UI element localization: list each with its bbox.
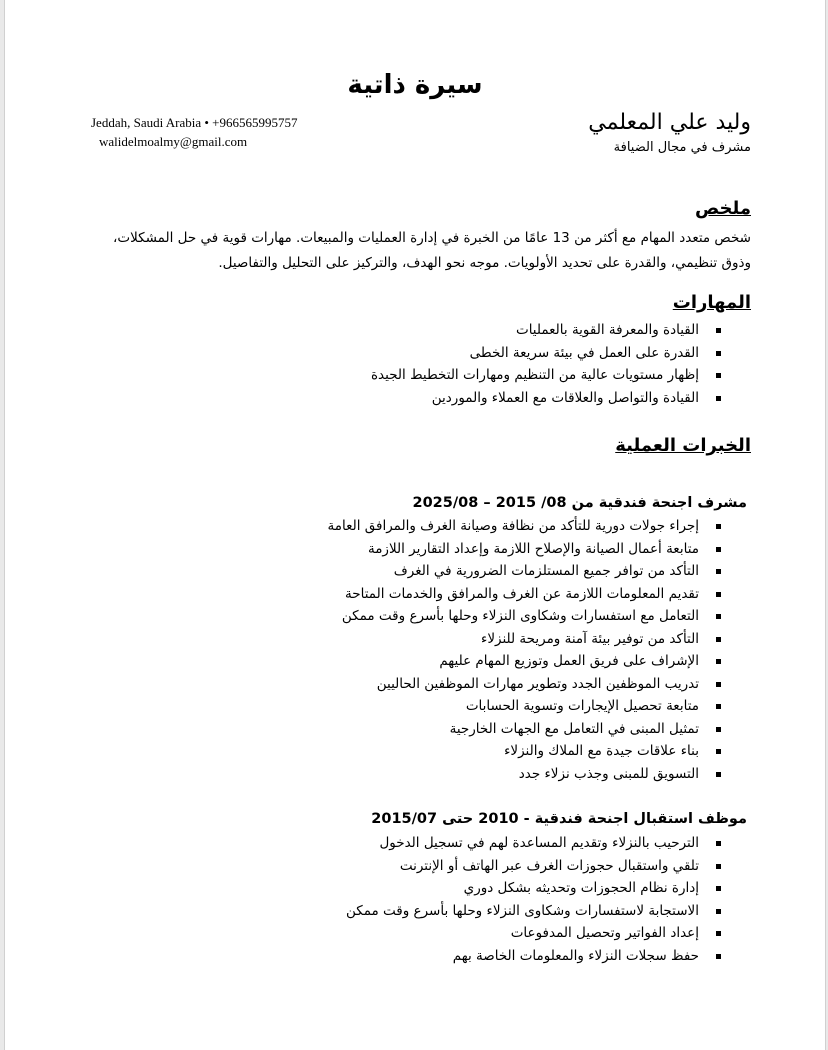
skills-list — [371, 319, 721, 409]
list-item: متابعة تحصيل الإيجارات وتسوية الحسابات — [327, 695, 721, 718]
experience-heading: الخبرات العملية — [615, 435, 751, 456]
job-duties-list — [346, 832, 721, 967]
list-item: إظهار مستويات عالية من التنظيم ومهارات التخطيط الجيدة — [371, 364, 721, 387]
job-duties-list — [327, 515, 721, 785]
list-item: الإشراف على فريق العمل وتوزيع المهام عليهم — [327, 650, 721, 673]
list-item: القيادة والتواصل والعلاقات مع العملاء والموردين — [371, 387, 721, 410]
list-item: إجراء جولات دورية للتأكد من نظافة وصيانة الغرف والمرافق العامة — [327, 515, 721, 538]
list-item: الاستجابة لاستفسارات وشكاوى النزلاء وحلها بأسرع وقت ممكن — [346, 900, 721, 923]
contact-email: walidelmoalmy@gmail.com — [99, 134, 248, 149]
summary-text: شخص متعدد المهام مع أكثر من 13 عامًا من الخبرة في إدارة العمليات والمبيعات. مهارات قوية في حل المشكلات، وذوق تنظيمي، والقدرة على تحديد الأولويات. موجه نحو الهدف، والتركيز على التحليل والتفاصيل. — [113, 230, 751, 271]
list-item: التعامل مع استفسارات وشكاوى النزلاء وحلها بأسرع وقت ممكن — [327, 605, 721, 628]
document-title: سيرة ذاتية — [347, 70, 483, 100]
list-item: بناء علاقات جيدة مع الملاك والنزلاء — [327, 740, 721, 763]
job-title: مشرف اجنحة فندقية من 08/ 2015 – 2025/08 — [412, 495, 747, 511]
contact-location-phone: Jeddah, Saudi Arabia • +966565995757 — [91, 115, 298, 130]
list-item: تقديم المعلومات اللازمة عن الغرف والمرافق والخدمات المتاحة — [327, 583, 721, 606]
job-title: موظف استقبال اجنحة فندقية - 2010 حتى 2015/07 — [371, 811, 747, 827]
list-item: حفظ سجلات النزلاء والمعلومات الخاصة بهم — [346, 945, 721, 968]
list-item: تلقي واستقبال حجوزات الغرف عبر الهاتف أو الإنترنت — [346, 855, 721, 878]
person-name: وليد علي المعلمي — [588, 110, 751, 135]
list-item: متابعة أعمال الصيانة والإصلاح اللازمة وإعداد التقارير اللازمة — [327, 538, 721, 561]
skills-heading: المهارات — [672, 292, 751, 313]
list-item: القدرة على العمل في بيئة سريعة الخطى — [371, 342, 721, 365]
list-item: التأكد من توفير بيئة آمنة ومريحة للنزلاء — [327, 628, 721, 651]
resume-page — [4, 0, 826, 1050]
list-item: الترحيب بالنزلاء وتقديم المساعدة لهم في تسجيل الدخول — [346, 832, 721, 855]
list-item: تدريب الموظفين الجدد وتطوير مهارات الموظفين الحاليين — [327, 673, 721, 696]
list-item: إدارة نظام الحجوزات وتحديثه بشكل دوري — [346, 877, 721, 900]
summary-heading: ملخص — [694, 198, 751, 219]
list-item: القيادة والمعرفة القوية بالعمليات — [371, 319, 721, 342]
list-item: إعداد الفواتير وتحصيل المدفوعات — [346, 922, 721, 945]
contact-block — [91, 113, 298, 151]
person-role: مشرف في مجال الضيافة — [613, 140, 751, 155]
list-item: التسويق للمبنى وجذب نزلاء جدد — [327, 763, 721, 786]
list-item: التأكد من توافر جميع المستلزمات الضرورية في الغرف — [327, 560, 721, 583]
list-item: تمثيل المبنى في التعامل مع الجهات الخارجية — [327, 718, 721, 741]
